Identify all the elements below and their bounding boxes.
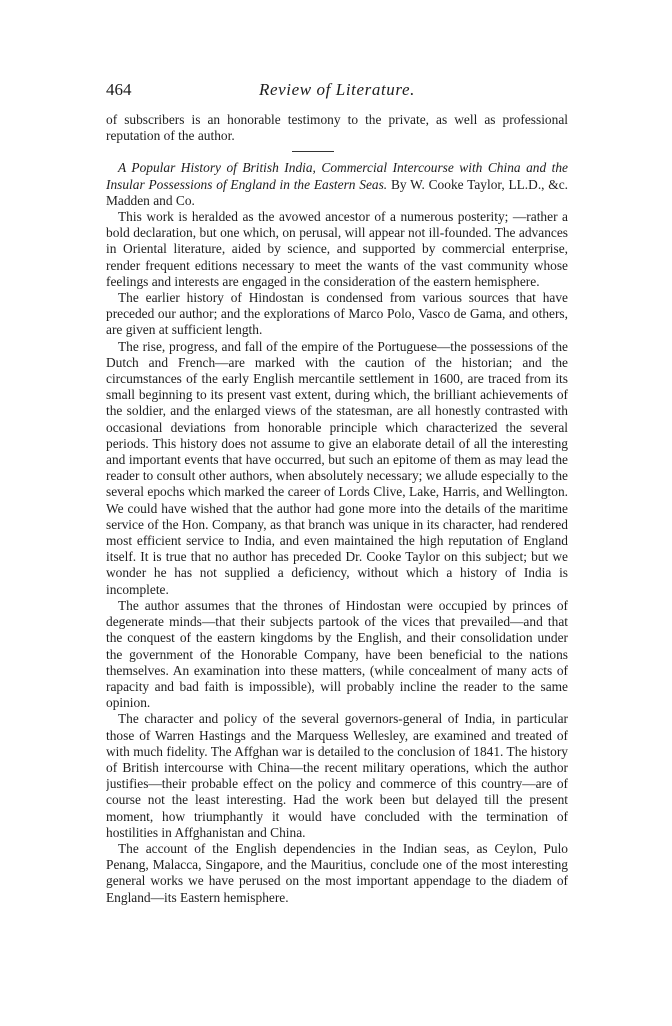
review-heading <box>106 160 568 209</box>
review-paragraph: The account of the English dependencies in the Indian seas, as Ceylon, Pulo Penang, Malacca, Singapore, and the Mauritius, conclude one of the most interesting general works we have perused on the most important appendage to the diadem of England—its Eastern hemisphere. <box>106 840 568 905</box>
review-paragraph: The character and policy of the several governors-general of India, in particular those of Warren Hastings and the Marquess Wellesley, are examined and treated of with much fidelity. The Affghan war is detailed to the conclusion of 1841. The history of British intercourse with China—the recent military operations, which the author justifies—their probable effect on the policy and commerce of this country—are of course not the least interesting. Had the work been but delayed till the present moment, how triumphantly it would have concluded with the termination of hostilities in Affghanistan and China. <box>106 711 568 840</box>
review-paragraph: The rise, progress, and fall of the empire of the Portuguese—the possessions of the Dutch and French—are marked with the caution of the historian; and the circumstances of the early English mercantile settlement in 1600, are traced from its small beginning to its present vast extent, during which, the brilliant achievements of the soldier, and the enlarged views of the statesman, are all honestly contrasted with occasional deviations from honorable principle which characterized the several periods. This history does not assume to give an elaborate detail of all the interesting and important events that have occurred, but such an epitome of them as may lead the reader to consult other authors, when absolutely necessary; we allude especially to the several epochs which marked the career of Lords Clive, Lake, Harris, and Wellington. We could have wished that the author had gone more into the details of the maritime service of the Hon. Company, as that branch was unique in its character, had rendered most efficient service to India, and even maintained the high reputation of England itself. It is true that no author has preceded Dr. Cooke Taylor on this subject; but we wonder he has not supplied a deficiency, without which a history of India is incomplete. <box>106 338 568 597</box>
book-page <box>106 80 568 990</box>
review-paragraph: This work is heralded as the avowed ancestor of a numerous posterity; —rather a bold declaration, but one which, on perusal, will appear not ill-founded. The advances in Oriental literature, aided by science, and supported by commercial enterprise, render frequent editions necessary to meet the wants of the vast community whose feelings and interests are engaged in the consideration of the eastern hemisphere. <box>106 209 568 289</box>
section-divider <box>292 151 334 152</box>
book-title: A Popular History of British India, Commercial Intercourse with China and the Insular Possessions of England in the Eastern Seas. <box>106 160 568 192</box>
page-number: 464 <box>106 80 132 99</box>
book-author: By W. Cooke Taylor, LL.D., &c. Madden and Co. <box>106 176 568 208</box>
running-header <box>106 80 568 104</box>
review-paragraph: The earlier history of Hindostan is condensed from various sources that have preceded our author; and the explorations of Marco Polo, Vasco de Gama, and others, are given at sufficient length. <box>106 290 568 338</box>
review-paragraph: The author assumes that the thrones of Hindostan were occupied by princes of degenerate minds—that their subjects partook of the vices that prevailed—and that the conquest of the eastern kingdoms by the English, and their consolidation under the government of the Honorable Company, have been beneficial to the nations themselves. An examination into these matters, (while concealment of many acts of rapacity and bad faith is impossible), will probably incline the reader to the same opinion. <box>106 597 568 711</box>
opening-paragraph: of subscribers is an honorable testimony to the private, as well as professional reputation of the author. <box>106 112 568 144</box>
running-title: Review of Literature. <box>259 80 415 99</box>
